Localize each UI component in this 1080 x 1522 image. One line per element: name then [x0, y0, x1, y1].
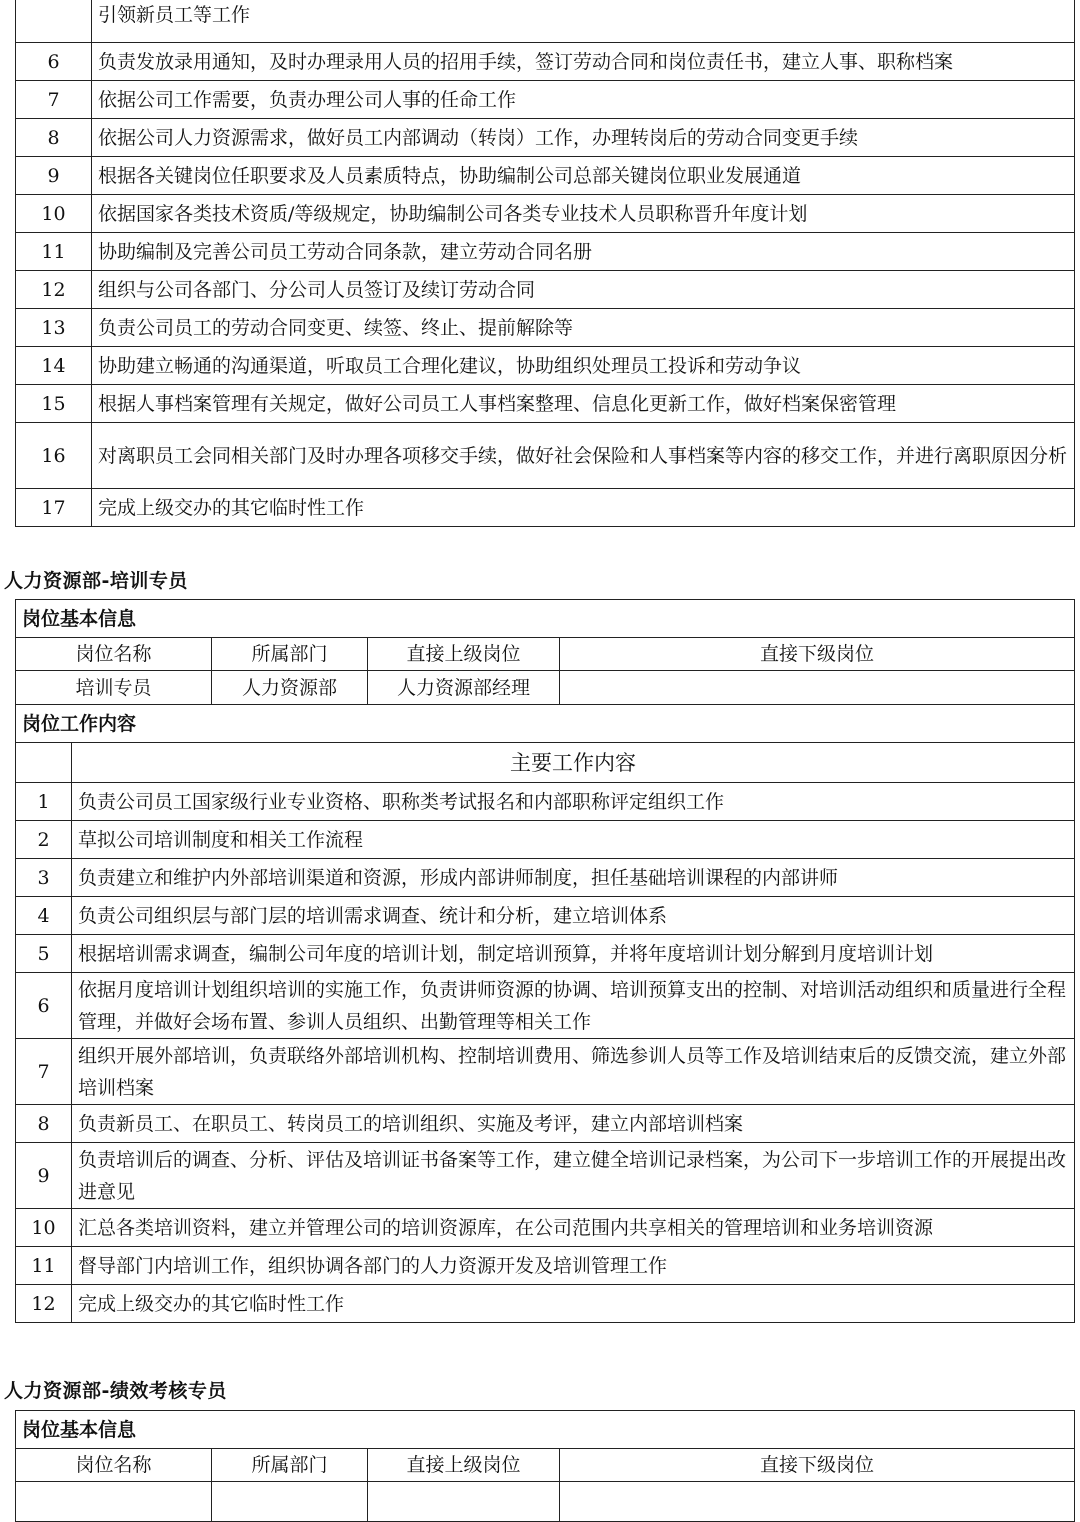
duty-row [16, 347, 1075, 385]
duty-row [16, 1105, 1075, 1143]
duty-row [16, 859, 1075, 897]
value-subordinate [560, 671, 1075, 705]
duty-number: 8 [16, 1105, 72, 1143]
header-subordinate: 直接下级岗位 [560, 1449, 1075, 1482]
duty-number: 12 [16, 271, 92, 309]
training-duty-body [16, 783, 1075, 1323]
duty-number: 17 [16, 489, 92, 527]
duty-number: 16 [16, 423, 92, 489]
duty-text: 负责培训后的调查、分析、评估及培训证书备案等工作，建立健全培训记录档案，为公司下一步培训工作的开展提出改进意见 [72, 1143, 1075, 1209]
duty-number [16, 0, 92, 43]
duty-text: 完成上级交办的其它临时性工作 [72, 1285, 1075, 1323]
duty-number: 12 [16, 1285, 72, 1323]
position-table-performance [15, 1410, 1075, 1522]
duty-row [16, 119, 1075, 157]
duty-text: 草拟公司培训制度和相关工作流程 [72, 821, 1075, 859]
duty-text: 协助建立畅通的沟通渠道，听取员工合理化建议，协助组织处理员工投诉和劳动争议 [92, 347, 1075, 385]
duty-text: 督导部门内培训工作，组织协调各部门的人力资源开发及培训管理工作 [72, 1247, 1075, 1285]
duty-number: 10 [16, 1209, 72, 1247]
duty-number: 9 [16, 1143, 72, 1209]
basic-info-label: 岗位基本信息 [16, 600, 1075, 638]
value-subordinate [560, 1482, 1075, 1522]
duty-number: 13 [16, 309, 92, 347]
duty-text: 负责公司员工的劳动合同变更、续签、终止、提前解除等 [92, 309, 1075, 347]
section-heading-performance: 人力资源部-绩效考核专员 [4, 1380, 227, 1402]
header-position-name: 岗位名称 [16, 638, 212, 671]
duty-number: 4 [16, 897, 72, 935]
value-position-name [16, 1482, 212, 1522]
duty-number: 8 [16, 119, 92, 157]
duty-row [16, 783, 1075, 821]
duty-number: 3 [16, 859, 72, 897]
duty-row [16, 309, 1075, 347]
header-department: 所属部门 [212, 638, 368, 671]
duty-row [16, 489, 1075, 527]
duty-text: 根据各关键岗位任职要求及人员素质特点，协助编制公司总部关键岗位职业发展通道 [92, 157, 1075, 195]
duty-number: 7 [16, 1039, 72, 1105]
value-department: 人力资源部 [212, 671, 368, 705]
duty-text: 组织与公司各部门、分公司人员签订及续订劳动合同 [92, 271, 1075, 309]
duty-text: 根据培训需求调查，编制公司年度的培训计划，制定培训预算，并将年度培训计划分解到月度培训计划 [72, 935, 1075, 973]
duty-row [16, 935, 1075, 973]
duty-text: 根据人事档案管理有关规定，做好公司员工人事档案整理、信息化更新工作，做好档案保密管理 [92, 385, 1075, 423]
duty-number: 1 [16, 783, 72, 821]
duty-text: 依据公司人力资源需求，做好员工内部调动（转岗）工作，办理转岗后的劳动合同变更手续 [92, 119, 1075, 157]
duty-number: 10 [16, 195, 92, 233]
duty-row [16, 1143, 1075, 1209]
duty-number: 7 [16, 81, 92, 119]
duty-row [16, 1209, 1075, 1247]
duty-text: 负责发放录用通知，及时办理录用人员的招用手续，签订劳动合同和岗位责任书，建立人事、职称档案 [92, 43, 1075, 81]
duty-text: 协助编制及完善公司员工劳动合同条款，建立劳动合同名册 [92, 233, 1075, 271]
duty-number: 5 [16, 935, 72, 973]
header-superior: 直接上级岗位 [368, 1449, 560, 1482]
duty-row [16, 43, 1075, 81]
duty-text: 依据公司工作需要，负责办理公司人事的任命工作 [92, 81, 1075, 119]
duty-text: 负责新员工、在职员工、转岗员工的培训组织、实施及考评，建立内部培训档案 [72, 1105, 1075, 1143]
value-position-name: 培训专员 [16, 671, 212, 705]
duty-number: 6 [16, 43, 92, 81]
duty-text: 对离职员工会同相关部门及时办理各项移交手续，做好社会保险和人事档案等内容的移交工作，并进行离职原因分析 [92, 423, 1075, 489]
value-superior [368, 1482, 560, 1522]
duty-row [16, 973, 1075, 1039]
duty-table-recruitment [15, 0, 1075, 527]
main-work-header: 主要工作内容 [72, 743, 1075, 783]
duty-text: 负责建立和维护内外部培训渠道和资源，形成内部讲师制度，担任基础培训课程的内部讲师 [72, 859, 1075, 897]
work-content-label: 岗位工作内容 [16, 705, 1075, 743]
duty-text: 组织开展外部培训，负责联络外部培训机构、控制培训费用、筛选参训人员等工作及培训结束后的反馈交流，建立外部培训档案 [72, 1039, 1075, 1105]
duty-text: 负责公司员工国家级行业专业资格、职称类考试报名和内部职称评定组织工作 [72, 783, 1075, 821]
duty-row [16, 1039, 1075, 1105]
duty-text: 依据国家各类技术资质/等级规定，协助编制公司各类专业技术人员职称晋升年度计划 [92, 195, 1075, 233]
duty-table-body [16, 0, 1075, 527]
duty-text: 负责公司组织层与部门层的培训需求调查、统计和分析，建立培训体系 [72, 897, 1075, 935]
main-header-blank [16, 743, 72, 783]
duty-row [16, 81, 1075, 119]
duty-row [16, 385, 1075, 423]
section-heading-training: 人力资源部-培训专员 [4, 570, 188, 592]
duty-text: 引领新员工等工作 [92, 0, 1075, 43]
duty-text: 依据月度培训计划组织培训的实施工作，负责讲师资源的协调、培训预算支出的控制、对培训活动组织和质量进行全程管理，并做好会场布置、参训人员组织、出勤管理等相关工作 [72, 973, 1075, 1039]
duty-row [16, 195, 1075, 233]
header-subordinate: 直接下级岗位 [560, 638, 1075, 671]
duty-row [16, 821, 1075, 859]
duty-number: 14 [16, 347, 92, 385]
duty-row [16, 1285, 1075, 1323]
duty-number: 11 [16, 1247, 72, 1285]
header-department: 所属部门 [212, 1449, 368, 1482]
duty-row [16, 0, 1075, 43]
header-position-name: 岗位名称 [16, 1449, 212, 1482]
position-table-training [15, 599, 1075, 1323]
duty-row [16, 423, 1075, 489]
duty-text: 完成上级交办的其它临时性工作 [92, 489, 1075, 527]
duty-number: 15 [16, 385, 92, 423]
duty-number: 2 [16, 821, 72, 859]
duty-number: 6 [16, 973, 72, 1039]
duty-row [16, 1247, 1075, 1285]
duty-row [16, 233, 1075, 271]
duty-text: 汇总各类培训资料，建立并管理公司的培训资源库，在公司范围内共享相关的管理培训和业务培训资源 [72, 1209, 1075, 1247]
duty-number: 11 [16, 233, 92, 271]
duty-row [16, 157, 1075, 195]
duty-row [16, 897, 1075, 935]
duty-number: 9 [16, 157, 92, 195]
header-superior: 直接上级岗位 [368, 638, 560, 671]
value-superior: 人力资源部经理 [368, 671, 560, 705]
value-department [212, 1482, 368, 1522]
basic-info-label: 岗位基本信息 [16, 1411, 1075, 1449]
duty-row [16, 271, 1075, 309]
